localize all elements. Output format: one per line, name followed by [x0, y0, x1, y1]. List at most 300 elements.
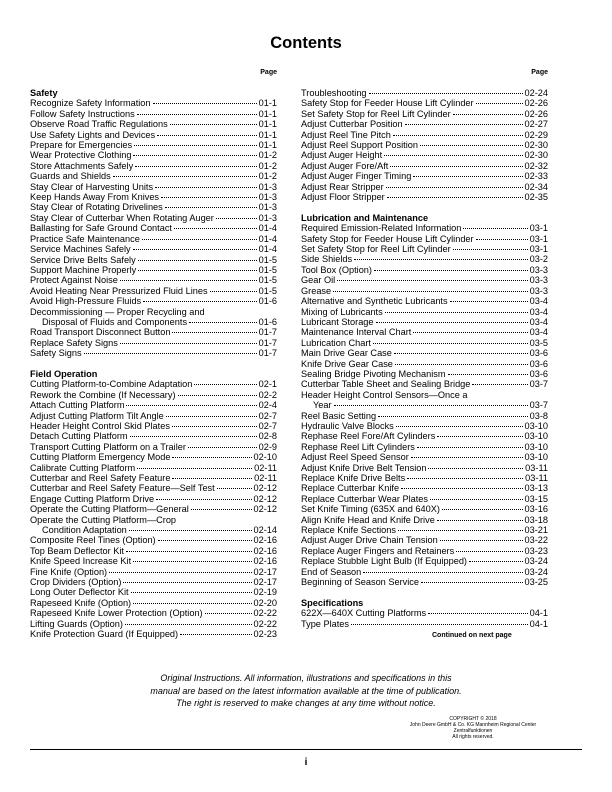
toc-entry-page: 01-4 — [258, 244, 277, 255]
toc-entry-page: 02-27 — [524, 119, 548, 130]
toc-entry[interactable] — [30, 348, 277, 358]
copyright-line: COPYRIGHT © 2018 — [449, 716, 497, 722]
toc-entry-page: 03-4 — [529, 296, 548, 307]
toc-entry[interactable] — [30, 515, 277, 525]
dot-leader — [456, 551, 522, 552]
dot-leader — [394, 353, 528, 354]
toc-entry-title: Replace Cutterbar Wear Plates — [301, 493, 428, 504]
toc-entry-title: Prepare for Emergencies — [30, 140, 133, 151]
dot-leader — [130, 436, 257, 437]
toc-entry-page: 03-10 — [524, 420, 548, 431]
copyright-block — [380, 716, 566, 740]
toc-entry[interactable] — [30, 182, 277, 192]
toc-entry[interactable] — [301, 442, 548, 452]
toc-entry[interactable] — [301, 119, 548, 129]
notice-line: Original Instructions. All information, illustrations and specifications in this — [160, 673, 452, 683]
toc-entry-title: Attach Cutting Platform — [30, 400, 125, 411]
toc-entry-title: Replace Knife Sections — [301, 525, 396, 536]
dot-leader — [472, 384, 527, 385]
toc-entry-title: Avoid Heating Near Pressurized Fluid Lines — [30, 285, 208, 296]
toc-entry-page: 01-4 — [258, 223, 277, 234]
toc-entry[interactable] — [301, 567, 548, 577]
dot-leader — [417, 447, 523, 448]
toc-entry[interactable] — [30, 598, 277, 608]
toc-entry-page: 02-16 — [253, 556, 277, 567]
toc-entry[interactable] — [301, 431, 548, 441]
toc-entry[interactable] — [30, 411, 277, 421]
toc-entry-page: 01-2 — [258, 160, 277, 171]
dot-leader — [333, 291, 527, 292]
toc-entry-title: Gear Oil — [301, 275, 336, 286]
dot-leader — [134, 145, 256, 146]
toc-entry[interactable] — [301, 161, 548, 171]
toc-entry-title: Stay Clear of Harvesting Units — [30, 181, 154, 192]
toc-entry[interactable] — [301, 182, 548, 192]
toc-entry-page: 03-24 — [524, 566, 548, 577]
toc-entry-page: 01-5 — [258, 285, 277, 296]
toc-entry[interactable] — [301, 317, 548, 327]
toc-entry[interactable] — [301, 140, 548, 150]
toc-entry-title: Rephase Reel Fore/Aft Cylinders — [301, 431, 436, 442]
toc-entry[interactable] — [301, 577, 548, 587]
notice-line: The right is reserved to make changes at any time without notice. — [176, 698, 436, 708]
toc-entry-title: Year — [313, 400, 332, 411]
toc-entry[interactable] — [301, 275, 548, 285]
toc-section-heading: Lubrication and Maintenance — [301, 212, 429, 223]
toc-left-column — [30, 68, 277, 640]
toc-entry[interactable] — [30, 171, 277, 181]
toc-entry-page: 02-17 — [253, 577, 277, 588]
dot-leader — [125, 624, 252, 625]
toc-entry-title: Adjust Auger Height — [301, 150, 383, 161]
footer-rule — [30, 749, 582, 750]
toc-entry-page: 02-12 — [253, 493, 277, 504]
toc-entry-title: Rework the Combine (If Necessary) — [30, 389, 176, 400]
dot-leader — [210, 291, 257, 292]
toc-entry[interactable] — [301, 244, 548, 254]
toc-entry[interactable] — [30, 379, 277, 389]
toc-entry[interactable] — [30, 234, 277, 244]
toc-entry-page: 02-19 — [253, 587, 277, 598]
dot-leader — [120, 343, 257, 344]
toc-entry[interactable] — [301, 525, 548, 535]
toc-entry-page: 01-7 — [258, 348, 277, 359]
toc-entry[interactable] — [30, 130, 277, 140]
toc-entry-page: 02-10 — [253, 452, 277, 463]
toc-entry[interactable] — [301, 390, 548, 400]
toc-entry[interactable] — [30, 421, 277, 431]
toc-entry-title: Maintenance Interval Chart — [301, 327, 412, 338]
toc-entry-page: 01-1 — [258, 140, 277, 151]
toc-entry-title: Stay Clear of Cutterbar When Rotating Auger — [30, 212, 214, 223]
toc-entry-title: Cutterbar and Reel Safety Feature—Self Test — [30, 483, 215, 494]
copyright-line: Zentralfunktionen — [453, 728, 493, 734]
toc-entry-page: 02-30 — [524, 140, 548, 151]
toc-entry[interactable] — [301, 546, 548, 556]
dot-leader — [194, 384, 256, 385]
toc-entry-page: 02-24 — [524, 88, 548, 98]
toc-entry[interactable] — [301, 254, 548, 264]
dot-leader — [126, 405, 256, 406]
dot-leader — [440, 540, 523, 541]
toc-entry-page: 01-3 — [258, 202, 277, 213]
dot-leader — [153, 103, 257, 104]
toc-entry-title: Follow Safety Instructions — [30, 108, 135, 119]
toc-entry[interactable] — [30, 327, 277, 337]
toc-entry[interactable] — [301, 421, 548, 431]
toc-entry-title: Safety Stop for Feeder House Lift Cylinder — [301, 233, 474, 244]
toc-entry-title: Sealing Bridge Pivoting Mechanism — [301, 368, 446, 379]
toc-entry[interactable] — [301, 109, 548, 119]
toc-entry-page: 01-3 — [258, 212, 277, 223]
toc-entry-title: Disposal of Fluids and Components — [42, 316, 188, 327]
toc-entry-title: Beginning of Season Service — [301, 577, 419, 588]
toc-entry[interactable] — [301, 130, 548, 140]
toc-entry-title: Replace Knife Drive Belts — [301, 473, 406, 484]
toc-entry[interactable] — [30, 556, 277, 566]
toc-entry-page: 03-21 — [524, 525, 548, 536]
toc-entry-page: 02-2 — [258, 389, 277, 400]
toc-entry-page: 03-15 — [524, 493, 548, 504]
dot-leader — [174, 228, 257, 229]
toc-entry[interactable] — [301, 234, 548, 244]
toc-entry[interactable] — [30, 535, 277, 545]
toc-entry[interactable] — [301, 348, 548, 358]
dot-leader — [413, 332, 527, 333]
dot-leader — [129, 530, 252, 531]
toc-entry[interactable] — [301, 359, 548, 369]
toc-entry[interactable] — [301, 515, 548, 525]
toc-entry[interactable] — [30, 442, 277, 452]
toc-entry-page: 03-7 — [529, 400, 548, 411]
toc-entry-page: 03-23 — [524, 545, 548, 556]
toc-entry-title: Header Height Control Skid Plates — [30, 420, 170, 431]
toc-entry[interactable] — [30, 619, 277, 629]
toc-entry-title: Replace Stubble Light Bulb (If Equipped) — [301, 556, 467, 567]
toc-entry-title: Calibrate Cutting Platform — [30, 462, 136, 473]
toc-entry-title: Fine Knife (Option) — [30, 566, 108, 577]
toc-entry-page: 02-7 — [258, 420, 277, 431]
dot-leader — [430, 499, 523, 500]
toc-entry-title: Adjust Reel Tine Pitch — [301, 129, 391, 140]
dot-leader — [413, 176, 522, 177]
toc-entry-page: 02-26 — [524, 98, 548, 109]
toc-entry[interactable] — [301, 504, 548, 514]
continued-note: Continued on next page — [432, 632, 512, 639]
dot-leader — [354, 259, 528, 260]
toc-entry-page: 01-7 — [258, 327, 277, 338]
toc-entry[interactable] — [30, 307, 277, 317]
dot-leader — [386, 187, 523, 188]
toc-entry-page: 03-8 — [529, 410, 548, 421]
toc-entry[interactable] — [30, 255, 277, 265]
dot-leader — [217, 488, 252, 489]
toc-entry[interactable] — [301, 171, 548, 181]
dot-leader — [133, 249, 257, 250]
dot-leader — [476, 103, 523, 104]
toc-entry-title: Knife Speed Increase Kit — [30, 556, 132, 567]
toc-entry[interactable] — [301, 400, 548, 410]
toc-entry[interactable] — [30, 567, 277, 577]
dot-leader — [385, 312, 528, 313]
toc-entry-page: 02-4 — [258, 400, 277, 411]
toc-entry[interactable] — [30, 587, 277, 597]
toc-entry[interactable] — [30, 483, 277, 493]
dot-leader — [135, 166, 256, 167]
toc-entry-title: Avoid High-Pressure Fluids — [30, 296, 142, 307]
toc-entry-page: 03-4 — [529, 316, 548, 327]
toc-entry-title: Alternative and Synthetic Lubricants — [301, 296, 448, 307]
dot-leader — [142, 239, 257, 240]
toc-entry-title: Safety Signs — [30, 348, 82, 359]
toc-entry[interactable] — [30, 192, 277, 202]
toc-entry-page: 02-35 — [524, 192, 548, 203]
toc-entry-page: 01-1 — [258, 108, 277, 119]
toc-entry-page: 02-1 — [258, 379, 277, 390]
toc-entry[interactable] — [301, 98, 548, 108]
toc-entry-title: Composite Reel Tines (Option) — [30, 535, 156, 546]
toc-entry[interactable] — [301, 265, 548, 275]
dot-leader — [378, 416, 528, 417]
toc-entry[interactable] — [301, 286, 548, 296]
dot-leader — [205, 613, 252, 614]
toc-entry[interactable] — [301, 379, 548, 389]
toc-entry[interactable] — [301, 150, 548, 160]
dot-leader — [158, 540, 252, 541]
toc-entry[interactable] — [301, 223, 548, 233]
toc-entry-page: 03-13 — [524, 483, 548, 494]
toc-entry[interactable] — [30, 452, 277, 462]
dot-leader — [137, 468, 252, 469]
dot-leader — [369, 93, 523, 94]
toc-entry-page: 02-22 — [253, 618, 277, 629]
toc-entry[interactable] — [30, 525, 277, 535]
toc-entry-title: Safety Stop for Feeder House Lift Cylinder — [301, 98, 474, 109]
toc-entry[interactable] — [30, 265, 277, 275]
toc-entry-page: 02-16 — [253, 535, 277, 546]
toc-entry-title: Header Height Control Sensors—Once a — [301, 389, 468, 400]
toc-entry-title: Reel Basic Setting — [301, 410, 377, 421]
toc-entry[interactable] — [301, 296, 548, 306]
dot-leader — [420, 145, 523, 146]
dot-leader — [390, 166, 522, 167]
toc-entry[interactable] — [301, 463, 548, 473]
toc-entry-title: Adjust Auger Fore/Aft — [301, 160, 389, 171]
toc-entry-title: Main Drive Gear Case — [301, 348, 392, 359]
toc-entry[interactable] — [30, 213, 277, 223]
toc-entry-page: 03-18 — [524, 514, 548, 525]
toc-entry-title: Adjust Cutterbar Position — [301, 119, 403, 130]
dot-leader — [180, 634, 251, 635]
dot-leader — [120, 280, 257, 281]
toc-entry-page: 03-4 — [529, 327, 548, 338]
dot-leader — [178, 395, 257, 396]
dot-leader — [172, 478, 252, 479]
toc-entry[interactable] — [30, 119, 277, 129]
dot-leader — [133, 561, 251, 562]
toc-entry[interactable] — [30, 546, 277, 556]
toc-entry[interactable] — [301, 327, 548, 337]
dot-leader — [405, 124, 523, 125]
toc-entry[interactable] — [301, 556, 548, 566]
toc-entry[interactable] — [30, 504, 277, 514]
toc-entry-title: Long Outer Deflector Kit — [30, 587, 129, 598]
toc-entry[interactable] — [30, 244, 277, 254]
toc-entry-page: 02-9 — [258, 441, 277, 452]
toc-entry[interactable] — [301, 473, 548, 483]
toc-entry-title: Condition Adaptation — [42, 525, 127, 536]
toc-entry-title: Replace Cutterbar Knife — [301, 483, 400, 494]
toc-right-column — [301, 68, 548, 629]
page-column-header: Page — [531, 69, 548, 76]
dot-leader — [373, 343, 528, 344]
toc-entry[interactable] — [30, 202, 277, 212]
dot-leader — [374, 270, 528, 271]
toc-entry[interactable] — [30, 150, 277, 160]
toc-entry[interactable] — [30, 463, 277, 473]
toc-entry[interactable] — [30, 629, 277, 639]
toc-entry[interactable] — [301, 494, 548, 504]
toc-entry[interactable] — [301, 369, 548, 379]
toc-entry[interactable] — [301, 608, 548, 618]
dot-leader — [407, 478, 523, 479]
toc-entry[interactable] — [301, 338, 548, 348]
toc-entry[interactable] — [301, 483, 548, 493]
toc-entry-title: Guards and Shields — [30, 171, 111, 182]
toc-entry-title: Adjust Auger Drive Chain Tension — [301, 535, 438, 546]
toc-entry-page: 03-25 — [524, 577, 548, 588]
toc-entry-title: Use Safety Lights and Devices — [30, 129, 156, 140]
dot-leader — [428, 468, 523, 469]
dot-leader — [191, 509, 252, 510]
toc-entry[interactable] — [30, 140, 277, 150]
dot-leader — [131, 592, 252, 593]
toc-entry[interactable] — [30, 275, 277, 285]
toc-entry-page: 03-10 — [524, 441, 548, 452]
toc-entry[interactable] — [301, 307, 548, 317]
toc-entry-page: 03-7 — [529, 379, 548, 390]
toc-entry[interactable] — [30, 494, 277, 504]
dot-leader — [396, 426, 523, 427]
toc-entry[interactable] — [30, 431, 277, 441]
toc-entry[interactable] — [30, 577, 277, 587]
toc-entry-title: Troubleshooting — [301, 88, 367, 98]
toc-entry-title: Set Safety Stop for Reel Lift Cylinder — [301, 244, 451, 255]
toc-entry-title: Adjust Auger Finger Timing — [301, 171, 412, 182]
dot-leader — [157, 135, 256, 136]
toc-entry-page: 04-1 — [529, 618, 548, 629]
toc-entry-title: Protect Against Noise — [30, 275, 118, 286]
toc-entry-title: Adjust Floor Stripper — [301, 192, 385, 203]
toc-entry[interactable] — [301, 535, 548, 545]
toc-entry[interactable] — [30, 98, 277, 108]
toc-entry-title: Top Beam Deflector Kit — [30, 545, 124, 556]
toc-entry-page: 02-26 — [524, 108, 548, 119]
toc-entry-title: Store Attachments Safely — [30, 160, 134, 171]
toc-entry[interactable] — [30, 338, 277, 348]
toc-entry-page: 03-10 — [524, 452, 548, 463]
toc-entry-page: 01-2 — [258, 171, 277, 182]
toc-entry-page: 02-17 — [253, 566, 277, 577]
dot-leader — [334, 405, 528, 406]
toc-left-list — [30, 88, 277, 640]
toc-entry-title: Cutterbar and Reel Safety Feature — [30, 473, 171, 484]
dot-leader — [384, 155, 522, 156]
dot-leader — [387, 197, 523, 198]
toc-entry-title: Align Knife Head and Knife Drive — [301, 514, 435, 525]
toc-entry-page: 01-2 — [258, 150, 277, 161]
toc-entry-page: 01-6 — [258, 316, 277, 327]
dot-leader — [138, 260, 257, 261]
dot-leader — [376, 322, 528, 323]
dot-leader — [469, 561, 523, 562]
toc-entry-title: Grease — [301, 285, 332, 296]
dot-leader — [448, 374, 528, 375]
toc-entry-page: 02-22 — [253, 608, 277, 619]
toc-section-heading: Specifications — [301, 597, 364, 608]
toc-entry-page: 04-1 — [529, 608, 548, 619]
toc-entry-title: Cutting Platform Emergency Mode — [30, 452, 171, 463]
toc-entry-page: 02-32 — [524, 160, 548, 171]
dot-leader — [126, 551, 252, 552]
dot-leader — [463, 228, 527, 229]
toc-entry[interactable] — [30, 608, 277, 618]
toc-entry[interactable] — [301, 411, 548, 421]
toc-entry[interactable] — [301, 452, 548, 462]
toc-entry[interactable] — [30, 473, 277, 483]
toc-entry-page: 02-11 — [254, 462, 277, 473]
toc-entry-page: 01-3 — [258, 192, 277, 203]
toc-entry[interactable] — [30, 390, 277, 400]
toc-entry-page: 02-12 — [253, 483, 277, 494]
toc-entry-title: Support Machine Properly — [30, 264, 137, 275]
dot-leader — [172, 457, 251, 458]
toc-entry-title: Adjust Knife Drive Belt Tension — [301, 462, 427, 473]
toc-entry-page: 03-3 — [529, 275, 548, 286]
toc-entry[interactable] — [30, 109, 277, 119]
toc-entry[interactable] — [301, 88, 548, 98]
toc-entry[interactable] — [30, 400, 277, 410]
dot-leader — [428, 613, 527, 614]
toc-entry-title: Keep Hands Away From Knives — [30, 192, 160, 203]
toc-entry-page: 03-1 — [529, 233, 548, 244]
toc-entry[interactable] — [30, 223, 277, 233]
toc-entry-title: Type Plates — [301, 618, 350, 629]
toc-entry-title: Mixing of Lubricants — [301, 306, 383, 317]
dot-leader — [155, 187, 257, 188]
toc-entry-page: 01-6 — [258, 296, 277, 307]
toc-entry-title: Hydraulic Valve Blocks — [301, 420, 394, 431]
toc-entry-page: 01-5 — [258, 275, 277, 286]
toc-entry[interactable] — [301, 192, 548, 202]
toc-entry-page: 01-5 — [258, 264, 277, 275]
toc-entry-title: Recognize Safety Information — [30, 98, 151, 109]
toc-entry-title: Practice Safe Maintenance — [30, 233, 140, 244]
toc-entry[interactable] — [30, 161, 277, 171]
toc-entry[interactable] — [30, 296, 277, 306]
dot-leader — [133, 155, 256, 156]
toc-entry[interactable] — [30, 317, 277, 327]
dot-leader — [113, 176, 257, 177]
toc-entry[interactable] — [301, 619, 548, 629]
toc-entry[interactable] — [30, 286, 277, 296]
toc-entry-title: Lubrication Chart — [301, 337, 371, 348]
copyright-line: All rights reserved. — [452, 734, 494, 740]
dot-leader — [133, 603, 251, 604]
toc-entry-page: 03-22 — [524, 535, 548, 546]
toc-entry-title: Knife Protection Guard (If Equipped) — [30, 629, 179, 640]
toc-entry-page: 03-1 — [529, 244, 548, 255]
